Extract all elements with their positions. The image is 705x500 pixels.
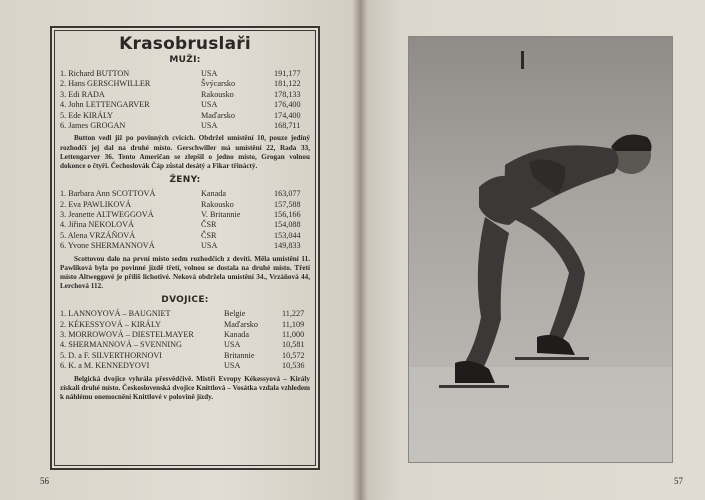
competitor-points: 10,581 <box>282 340 305 350</box>
competitor-country: Maďarsko <box>224 319 258 329</box>
competitor-country: USA <box>201 100 218 110</box>
competitor-country: Rakousko <box>201 89 234 99</box>
result-row <box>60 320 310 330</box>
results-list-men <box>60 69 310 131</box>
result-row <box>60 210 310 220</box>
competitor-country: Rakousko <box>201 199 234 209</box>
competitor-country: Kanada <box>224 330 250 340</box>
competitor-country: ČSR <box>201 220 217 230</box>
competitor-name: 2. Eva PAWLIKOVÁ <box>60 199 132 209</box>
competitor-points: 11,000 <box>282 330 305 340</box>
competitor-points: 163,077 <box>274 189 301 199</box>
competitor-country: ČSR <box>201 230 217 240</box>
competitor-points: 174,400 <box>274 110 301 120</box>
result-row <box>60 100 310 110</box>
competitor-country: Kanada <box>201 189 227 199</box>
competitor-points: 153,044 <box>274 230 301 240</box>
competitor-name: 2. Hans GERSCHWILLER <box>60 79 151 89</box>
competitor-country: Britannie <box>224 350 255 360</box>
competitor-country: USA <box>224 340 241 350</box>
competitor-name: 2. KÉKESSYOVÁ – KIRÁLY <box>60 319 162 329</box>
competitor-points: 178,133 <box>274 89 301 99</box>
result-row <box>60 361 310 371</box>
competitor-points: 149,833 <box>274 241 301 251</box>
results-frame <box>50 26 320 470</box>
result-row <box>60 189 310 199</box>
competitor-name: 4. Jiřina NEKOLOVÁ <box>60 220 134 230</box>
competitor-country: USA <box>224 361 241 371</box>
results-list-pairs <box>60 309 310 371</box>
section-heading-pairs: DVOJICE: <box>161 295 209 306</box>
results-content <box>60 32 310 464</box>
competitor-points: 156,166 <box>274 209 301 219</box>
competitor-country: USA <box>201 69 218 78</box>
section-heading-women: ŽENY: <box>169 175 201 186</box>
competitor-points: 11,227 <box>282 309 305 319</box>
competitor-points: 181,122 <box>274 79 301 89</box>
competitor-name: 3. MORROWOVÁ – DIESTELMAYER <box>60 330 194 340</box>
page-number-left: 56 <box>40 476 49 486</box>
competitor-points: 157,588 <box>274 199 301 209</box>
page-title: Krasobruslaři <box>119 34 251 54</box>
result-row <box>60 220 310 230</box>
commentary-women: Scottovou dalo na první místo sedm rozhodčích z devíti. Měla umístění 11. Pawliková byla po povinné jízdě třetí, volnou se dostala na druhé místo. Třetí místo Altweggové je příliš lichotivé. Neková obdržela umístění 34., Vrzáňová 44, Lerchová 112. <box>60 254 310 291</box>
commentary-men: Button vedl již po povinných cvicích. Obdržel umístění 10, pouze jediný rozhodčí jej dal na druhé místo. Gerschwiller má umístění 22, Rada 33, Lettengarver 36. Tento Američan se zlepšil o jedno místo, Grogan volnou dokonce o čtyři. Čechoslovák Čáp zůstal desátý a Fikar třináctý. <box>60 134 310 170</box>
competitor-name: 5. D. a F. SILVERTHORNOVI <box>60 350 163 360</box>
result-row <box>60 231 310 241</box>
competitor-country: Maďarsko <box>201 110 235 120</box>
competitor-country: USA <box>201 241 218 251</box>
competitor-points: 191,177 <box>274 69 301 78</box>
result-row <box>60 79 310 89</box>
skater-illustration <box>409 37 672 462</box>
competitor-name: 1. Barbara Ann SCOTTOVÁ <box>60 189 156 199</box>
page-number-right: 57 <box>674 476 683 486</box>
result-row <box>60 200 310 210</box>
result-row <box>60 340 310 350</box>
results-list-women <box>60 189 310 251</box>
section-heading-men: MUŽI: <box>169 55 201 65</box>
competitor-name: 6. James GROGAN <box>60 120 126 130</box>
result-row <box>60 330 310 340</box>
competitor-country: V. Britannie <box>201 209 241 219</box>
speed-skater-photo <box>409 37 672 462</box>
competitor-name: 5. Ede KIRÁLY <box>60 110 114 120</box>
result-row <box>60 241 310 251</box>
competitor-points: 168,711 <box>274 120 301 130</box>
result-row <box>60 111 310 121</box>
competitor-country: Švýcarsko <box>201 79 236 89</box>
competitor-name: 1. LANNOYOVÁ – BAUGNIET <box>60 309 171 319</box>
competitor-name: 4. SHERMANNOVÁ – SVENNING <box>60 340 182 350</box>
right-page <box>360 0 705 500</box>
competitor-name: 3. Edi RADA <box>60 89 105 99</box>
competitor-points: 176,400 <box>274 100 301 110</box>
competitor-points: 154,088 <box>274 220 301 230</box>
book-gutter <box>352 0 368 500</box>
result-row <box>60 69 310 79</box>
competitor-name: 3. Jeanette ALTWEGGOVÁ <box>60 209 154 219</box>
result-row <box>60 351 310 361</box>
result-row <box>60 90 310 100</box>
competitor-name: 6. Yvone SHERMANNOVÁ <box>60 241 155 251</box>
result-row <box>60 121 310 131</box>
competitor-points: 10,572 <box>282 350 305 360</box>
skater-figure <box>455 135 652 383</box>
competitor-name: 1. Richard BUTTON <box>60 69 130 78</box>
result-row <box>60 309 310 319</box>
competitor-points: 10,536 <box>282 361 305 371</box>
photo-mark <box>521 51 524 69</box>
competitor-points: 11,109 <box>282 319 305 329</box>
competitor-name: 6. K. a M. KENNEDYOVI <box>60 361 150 371</box>
competitor-country: Belgie <box>224 309 246 319</box>
competitor-name: 5. Alena VRZÁŇOVÁ <box>60 230 136 240</box>
competitor-country: USA <box>201 120 218 130</box>
competitor-name: 4. John LETTENGARVER <box>60 100 150 110</box>
commentary-pairs: Belgická dvojice vyhrála přesvědčivě. Mistři Evropy Kékessyová – Király získali druhé místo. Československá dvojice Knittlová – Vosátka vzdala vzhledem k náhlému onemocnění Knittlové v polovině jízdy. <box>60 374 310 402</box>
